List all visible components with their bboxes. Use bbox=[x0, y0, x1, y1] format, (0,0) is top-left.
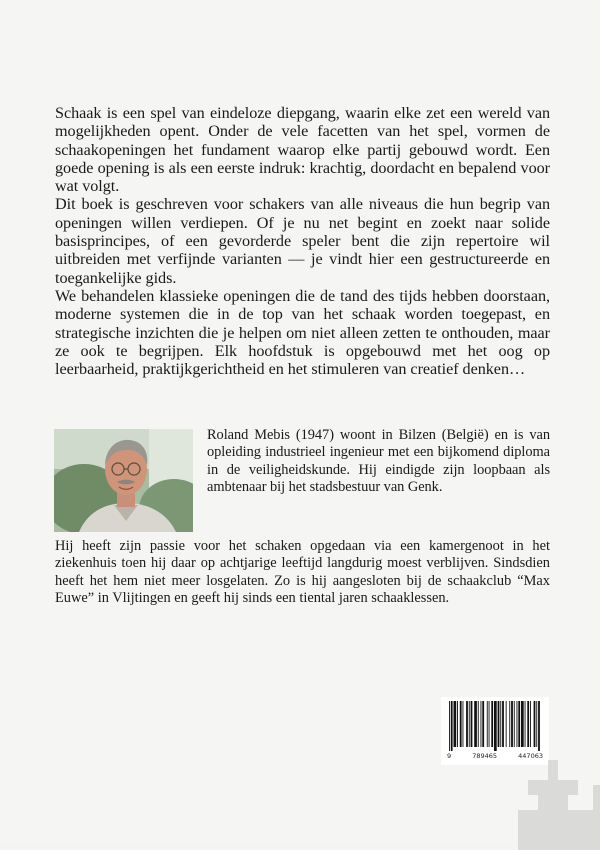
author-photo bbox=[54, 429, 193, 532]
isbn-barcode bbox=[441, 697, 549, 765]
barcode-bars bbox=[447, 701, 543, 751]
blurb-text bbox=[55, 104, 550, 378]
blurb-paragraph-3: We behandelen klassieke openingen die de tand des tijds hebben doorstaan, moderne systemen die in de top van het schaak worden toegepast, en strategische inzichten die je helpen om niet alleen zetten te onthouden, maar ze ook te begrijpen. Elk hoofdstuk is opgebouwd met het oog op leerbaarheid, praktijkgerichtheid en het stimuleren van creatief denken… bbox=[55, 286, 550, 379]
isbn-digit-group-1: 789465 bbox=[472, 752, 498, 760]
isbn-prefix-digit: 9 bbox=[447, 752, 452, 760]
author-bio-paragraph-1: Roland Mebis (1947) woont in Bilzen (België) en is van opleiding industrieel ingenieur met een bijkomend diploma in de veiligheidskunde. Hij eindigde zijn loopbaan als ambtenaar bij het stadsbestuur van Genk. bbox=[207, 427, 550, 496]
author-bio-continued bbox=[55, 538, 550, 608]
isbn-digit-group-2: 447063 bbox=[518, 752, 543, 760]
isbn-digits bbox=[447, 752, 543, 760]
author-bio-paragraph-2: Hij heeft zijn passie voor het schaken opgedaan via een kamergenoot in het ziekenhuis toen hij daar op achtjarige leeftijd langdurig moest verblijven. Sindsdien heeft het hem niet meer losgelaten. Zo is hij aangesloten bij de schaakclub “Max Euwe” in Vlijtingen en geeft hij sinds een tiental jaren schaaklessen. bbox=[55, 538, 550, 607]
blurb-paragraph-1: Schaak is een spel van eindeloze diepgang, waarin elke zet een wereld van mogelijkheden opent. Onder de vele facetten van het spel, vormen de schaakopeningen het fundament waarop elke partij gebouwd wordt. Een goede opening is als een eerste indruk: krachtig, doordacht en bepalend voor wat volgt. bbox=[55, 104, 550, 196]
blurb-paragraph-2: Dit boek is geschreven voor schakers van alle niveaus die hun begrip van openingen willen verdiepen. Of je nu net begint en zoekt naar solide basisprincipes, of een gevorderde speler bent die zijn repertoire wil uitbreiden met verfijnde varianten — je vindt hier een gestructureerde en toegankelijke gids. bbox=[55, 195, 550, 287]
author-bio bbox=[207, 427, 550, 497]
